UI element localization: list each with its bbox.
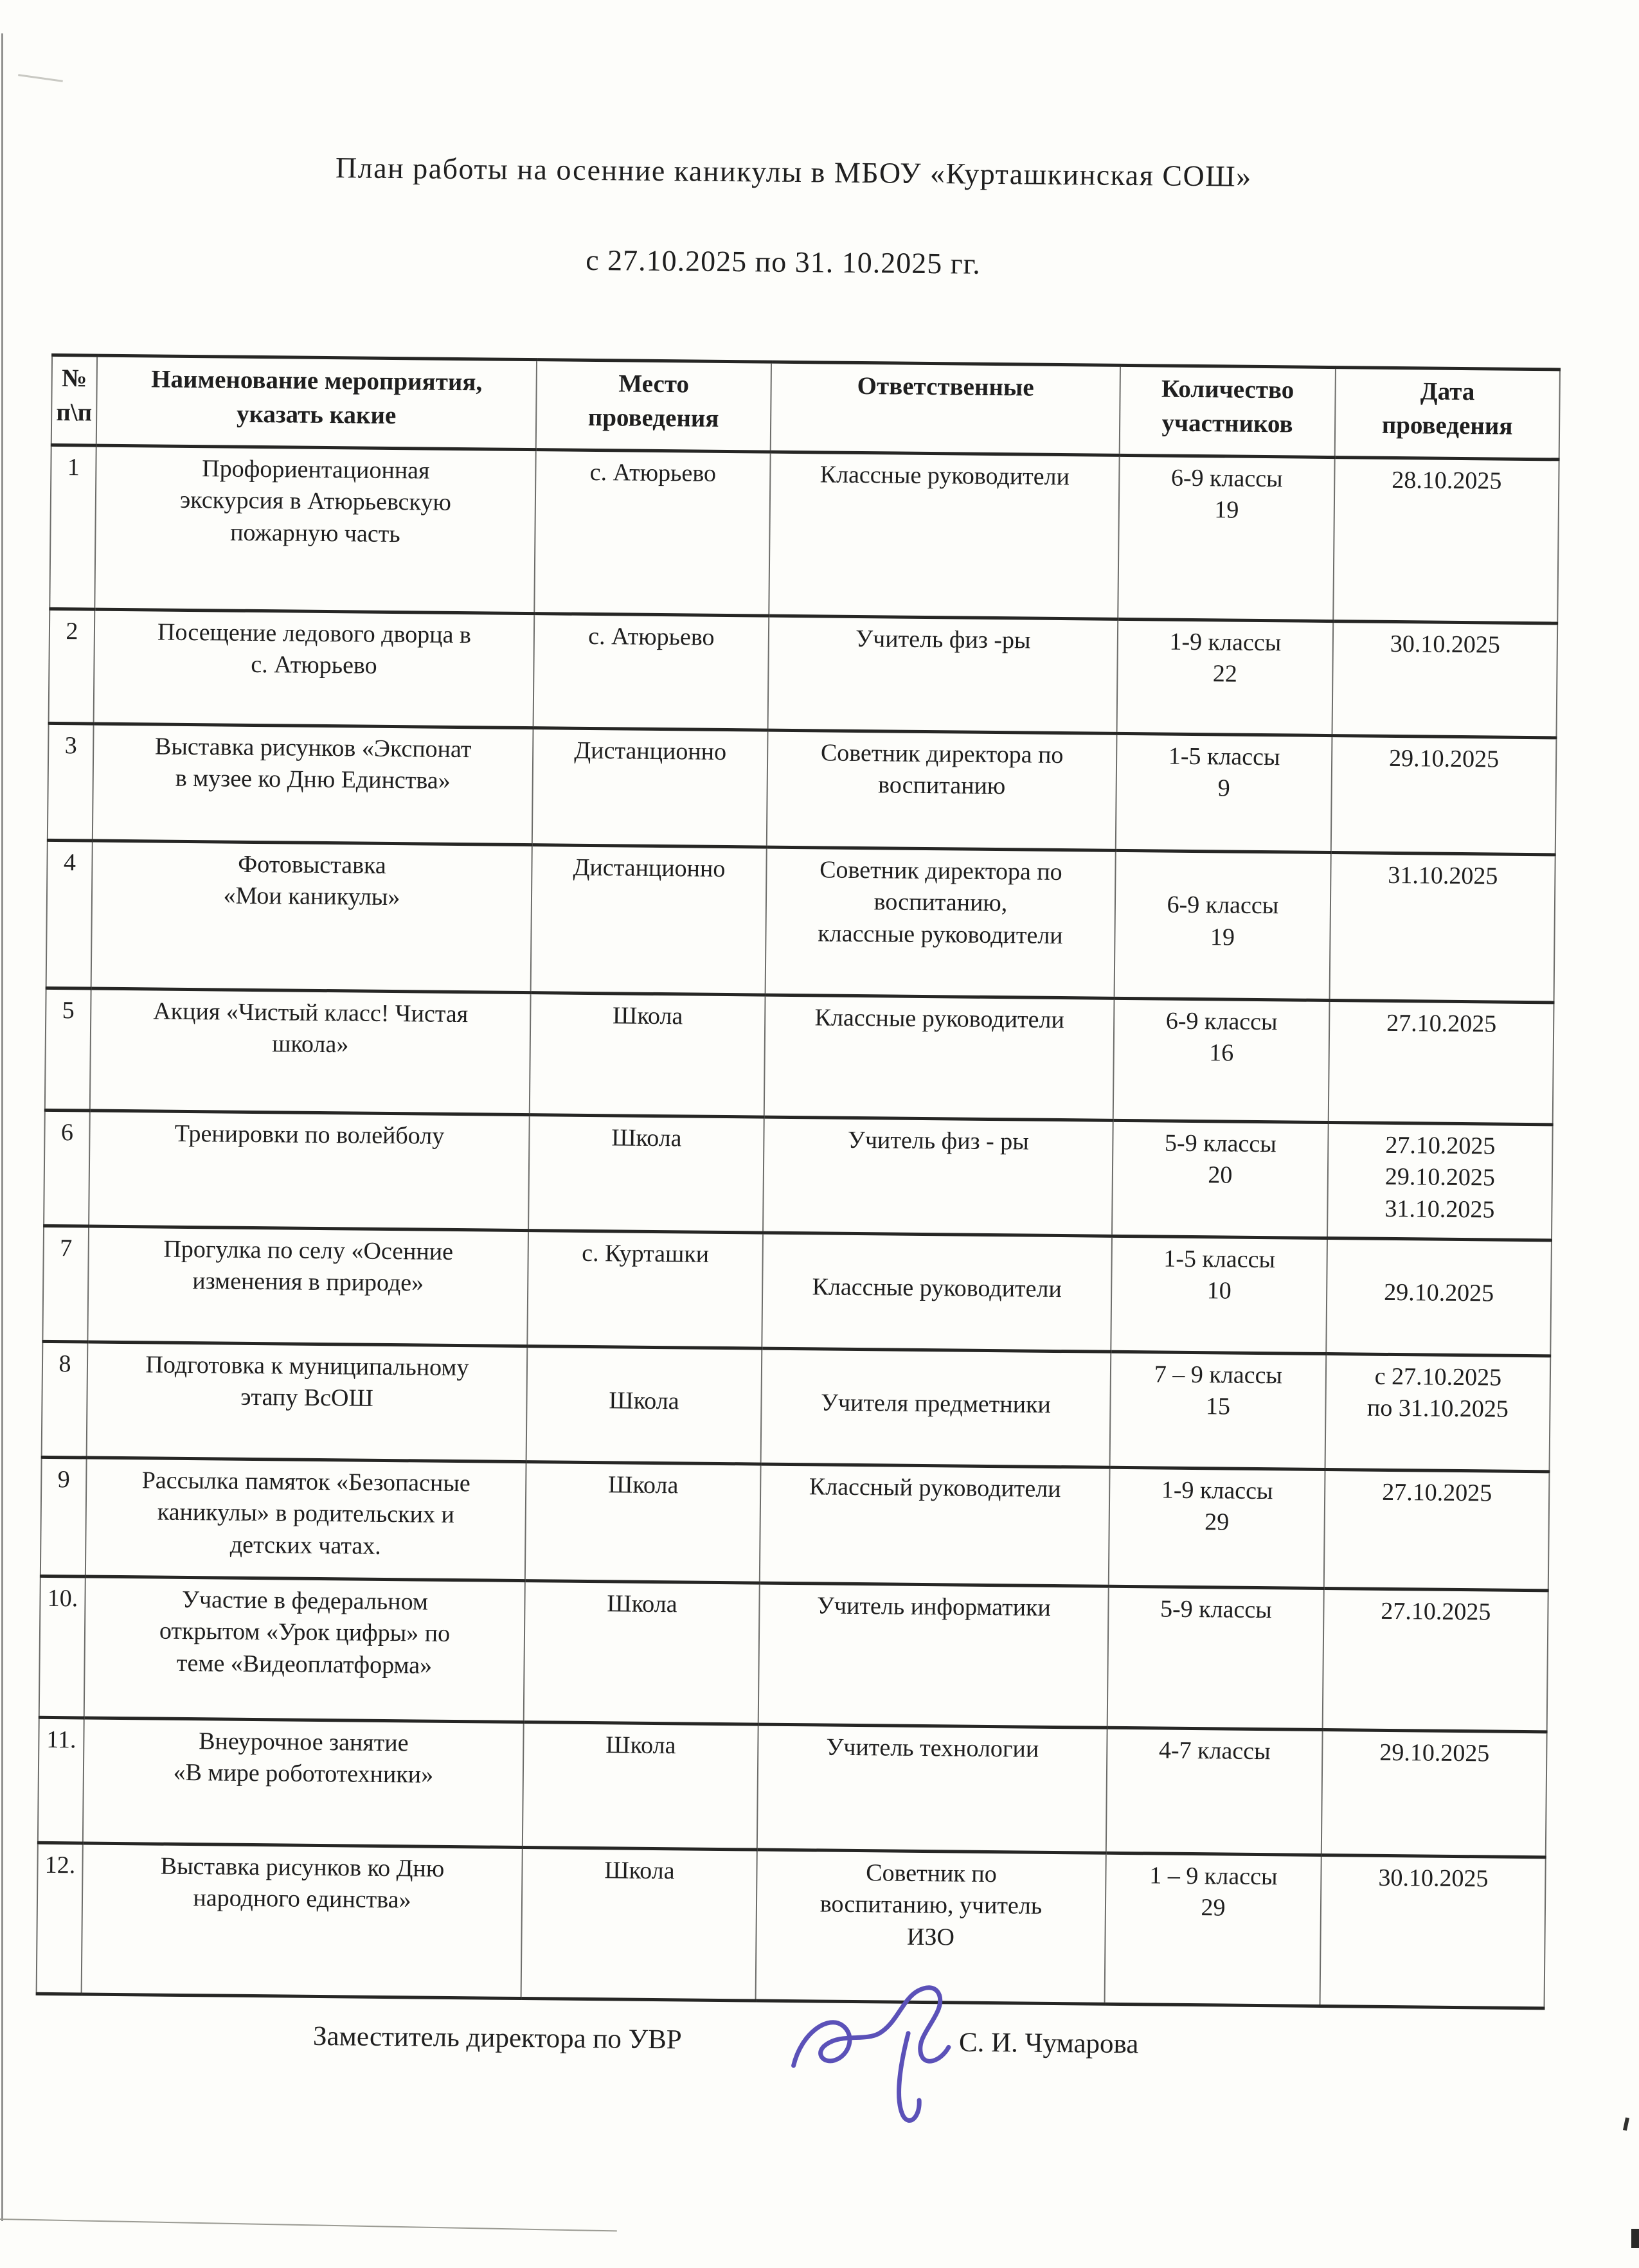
cell-num: 9	[40, 1457, 87, 1576]
table-row	[49, 445, 1559, 623]
cell-participants: 7 – 9 классы 15	[1110, 1352, 1327, 1469]
cell-name: Выставка рисунков ко Дню народного единства»	[82, 1843, 523, 1999]
cell-name: Прогулка по селу «Осенние изменения в природе»	[87, 1226, 528, 1346]
header-cell-3: Ответственные	[771, 362, 1120, 455]
table-row	[49, 609, 1558, 738]
cell-participants: 1-5 классы 9	[1116, 733, 1332, 852]
cell-place: с. Курташки	[527, 1231, 763, 1348]
cell-place: Школа	[521, 1848, 757, 2001]
cell-responsible: Классные руководители	[764, 995, 1115, 1120]
cell-participants: 6-9 классы 19	[1118, 455, 1334, 621]
plan-table	[36, 353, 1561, 2010]
cell-responsible: Учитель информатики	[758, 1583, 1109, 1728]
plan-table-body	[37, 445, 1559, 2008]
cell-participants: 6-9 классы 19	[1115, 850, 1331, 1000]
cell-date: с 27.10.2025 по 31.10.2025	[1325, 1354, 1551, 1472]
cell-num: 5	[45, 988, 91, 1111]
cell-date: 28.10.2025	[1333, 458, 1559, 623]
cell-num: 2	[49, 609, 95, 724]
cell-place: Школа	[523, 1722, 758, 1850]
cell-name: Рассылка памяток «Безопасные каникулы» в родительских и детских чатах.	[85, 1458, 526, 1581]
cell-name: Выставка рисунков «Экспонат в музее ко Дню Единства»	[93, 724, 533, 845]
cell-date: 27.10.2025	[1324, 1470, 1550, 1591]
cell-place: Школа	[530, 993, 766, 1117]
cell-responsible: Советник по воспитанию, учитель ИЗО	[756, 1850, 1106, 2004]
cell-date: 29.10.2025	[1326, 1238, 1552, 1356]
cell-date: 30.10.2025	[1320, 1855, 1546, 2008]
cell-date: 29.10.2025	[1321, 1729, 1547, 1857]
cell-place: Дистанционно	[532, 728, 768, 847]
cell-num: 8	[42, 1341, 88, 1458]
cell-num: 4	[46, 840, 93, 988]
cell-responsible: Классный руководители	[760, 1464, 1110, 1586]
cell-place: Школа	[525, 1462, 761, 1583]
header-cell-1: Наименование мероприятия, указать какие	[96, 355, 537, 450]
cell-num: 12.	[37, 1843, 83, 1994]
table-row	[38, 1717, 1547, 1857]
cell-responsible: Учителя предметники	[761, 1348, 1111, 1467]
signature-scribble-icon	[782, 1956, 982, 2125]
cell-responsible: Советник директора по воспитанию	[767, 730, 1117, 850]
header-cell-5: Дата проведения	[1335, 368, 1560, 460]
cell-date: 29.10.2025	[1331, 736, 1557, 855]
cell-date: 27.10.2025	[1323, 1588, 1548, 1731]
cell-participants: 4-7 классы	[1106, 1728, 1323, 1855]
cell-responsible: Классные руководители	[762, 1233, 1112, 1352]
signature-position-label: Заместитель директора по УВР	[312, 2021, 682, 2055]
cell-date: 27.10.2025	[1329, 1001, 1554, 1125]
table-row	[39, 1576, 1548, 1732]
cell-num: 6	[44, 1110, 90, 1226]
cell-responsible: Учитель технологии	[757, 1724, 1107, 1853]
cell-responsible: Классные руководители	[769, 452, 1119, 619]
cell-num: 7	[42, 1226, 89, 1342]
cell-num: 3	[48, 723, 94, 841]
cell-participants: 6-9 классы 16	[1113, 998, 1330, 1122]
cell-num: 10.	[39, 1576, 85, 1718]
cell-date: 31.10.2025	[1330, 853, 1555, 1003]
cell-name: Участие в федеральном открытом «Урок цифры» по теме «Видеоплатформа»	[84, 1576, 525, 1722]
cell-place: Дистанционно	[531, 845, 767, 995]
cell-name: Подготовка к муниципальному этапу ВсОШ	[87, 1342, 528, 1462]
header-cell-0: № п\п	[51, 355, 97, 445]
table-row	[42, 1226, 1552, 1356]
cell-place: Школа	[528, 1115, 764, 1233]
cell-place: с. Атюрьево	[533, 614, 769, 730]
table-row	[42, 1341, 1551, 1472]
table-row	[45, 988, 1554, 1125]
cell-participants: 5-9 классы	[1107, 1586, 1324, 1729]
cell-name: Профориентационная экскурсия в Атюрьевскую пожарную часть	[94, 445, 535, 614]
header-cell-2: Место проведения	[536, 360, 771, 452]
cell-date: 30.10.2025	[1332, 621, 1557, 738]
cell-place: с. Атюрьево	[534, 450, 770, 616]
header-cell-4: Количество участников	[1120, 365, 1336, 457]
cell-name: Внеурочное занятие «В мире робототехники»	[83, 1718, 524, 1848]
header-row	[51, 355, 1560, 460]
cell-name: Фотовыставка «Мои каникулы»	[91, 841, 532, 993]
cell-participants: 1-9 классы 29	[1109, 1467, 1325, 1588]
table-row	[48, 723, 1557, 855]
cell-place: Школа	[526, 1346, 762, 1464]
document-title: План работы на осенние каникулы в МБОУ «Курташкинская СОШ»	[335, 151, 1252, 193]
cell-name: Посещение ледового дворца в с. Атюрьево	[94, 609, 535, 728]
cell-participants: 1 – 9 классы 29	[1105, 1853, 1321, 2006]
cell-responsible: Учитель физ -ры	[768, 616, 1118, 733]
scan-mark-artifact	[1631, 2229, 1639, 2248]
table-row	[44, 1110, 1553, 1240]
plan-table-header	[51, 355, 1560, 460]
scan-mark-artifact	[1623, 2118, 1629, 2131]
signer-name: С. И. Чумарова	[958, 2027, 1139, 2060]
cell-name: Тренировки по волейболу	[89, 1111, 530, 1231]
table-row	[40, 1457, 1550, 1591]
cell-participants: 5-9 классы 20	[1112, 1120, 1329, 1238]
cell-participants: 1-9 классы 22	[1117, 619, 1334, 735]
cell-num: 11.	[38, 1717, 84, 1843]
cell-date: 27.10.2025 29.10.2025 31.10.2025	[1327, 1123, 1553, 1240]
document-title-dates: с 27.10.2025 по 31. 10.2025 гг.	[586, 243, 981, 280]
cell-participants: 1-5 классы 10	[1111, 1236, 1327, 1353]
signature-strokes	[793, 1987, 949, 2121]
cell-name: Акция «Чистый класс! Чистая школа»	[90, 988, 531, 1115]
cell-place: Школа	[524, 1581, 760, 1724]
table-row	[46, 840, 1555, 1003]
cell-responsible: Советник директора по воспитанию, классные руководители	[766, 847, 1116, 998]
cell-num: 1	[49, 445, 96, 609]
cell-responsible: Учитель физ - ры	[763, 1117, 1113, 1236]
